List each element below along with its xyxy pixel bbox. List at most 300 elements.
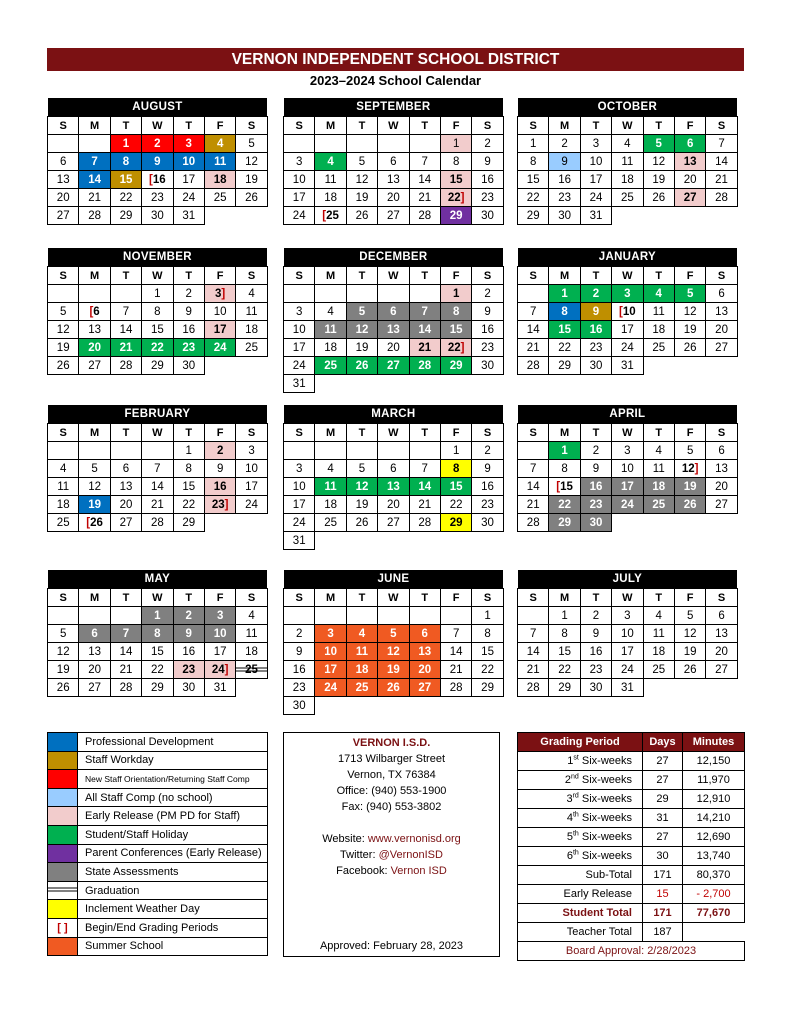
legend-row bbox=[48, 770, 268, 789]
month-name: NOVEMBER bbox=[48, 248, 268, 267]
day-cell: 7 bbox=[142, 460, 173, 478]
day-cell: 12 bbox=[79, 478, 110, 496]
day-cell: 7 bbox=[518, 303, 549, 321]
day-cell: 5 bbox=[79, 460, 110, 478]
month-january bbox=[517, 248, 738, 375]
day-cell: 12 bbox=[643, 153, 674, 171]
day-cell: 16 bbox=[549, 171, 580, 189]
day-cell: 29 bbox=[440, 357, 471, 375]
grading-teacher-days: 187 bbox=[643, 923, 683, 942]
legend-swatch bbox=[48, 770, 78, 789]
day-cell: 9 bbox=[472, 303, 503, 321]
legend-row bbox=[48, 937, 268, 956]
month-name: JULY bbox=[518, 570, 738, 589]
day-cell: 10 bbox=[284, 171, 315, 189]
weekday-label: S bbox=[472, 117, 503, 135]
day-cell: 30 bbox=[472, 514, 503, 532]
day-cell: 23 bbox=[549, 189, 580, 207]
month-name: SEPTEMBER bbox=[284, 98, 504, 117]
weekday-label: S bbox=[236, 589, 267, 607]
day-cell: 27 bbox=[79, 679, 110, 697]
city-address: Vernon, TX 76384 bbox=[347, 769, 436, 781]
day-cell: 26 bbox=[48, 679, 79, 697]
weekday-label: S bbox=[284, 424, 315, 442]
day-cell: 14 bbox=[409, 171, 440, 189]
weekday-label: F bbox=[204, 424, 235, 442]
weekday-label: W bbox=[378, 424, 409, 442]
day-cell: 5 bbox=[378, 625, 409, 643]
legend-label: Graduation bbox=[78, 881, 268, 900]
day-cell: 29 bbox=[440, 514, 471, 532]
day-cell: 20 bbox=[378, 339, 409, 357]
day-cell: 5 bbox=[346, 153, 377, 171]
grading-early-days: 15 bbox=[643, 885, 683, 904]
day-cell: 29 bbox=[549, 514, 580, 532]
empty-cell bbox=[284, 607, 315, 625]
day-cell: 1 bbox=[549, 285, 580, 303]
day-cell: 25 bbox=[643, 496, 674, 514]
weekday-label: T bbox=[110, 267, 141, 285]
day-cell: 27 bbox=[409, 679, 440, 697]
day-cell: 17 bbox=[612, 478, 643, 496]
weekday-label: S bbox=[706, 117, 737, 135]
grading-table bbox=[517, 732, 745, 961]
day-cell: 29 bbox=[142, 357, 173, 375]
day-cell: 24 bbox=[612, 496, 643, 514]
weekday-label: M bbox=[315, 424, 346, 442]
day-cell: 16 bbox=[173, 321, 204, 339]
day-cell: 5 bbox=[643, 135, 674, 153]
day-cell: 17 bbox=[284, 339, 315, 357]
day-cell: 21 bbox=[518, 661, 549, 679]
day-cell: 28 bbox=[110, 679, 141, 697]
day-cell: 22 bbox=[173, 496, 204, 514]
month-december bbox=[283, 248, 504, 393]
day-cell: 28 bbox=[110, 357, 141, 375]
day-cell: 8 bbox=[549, 303, 580, 321]
empty-cell bbox=[284, 442, 315, 460]
day-cell: 30 bbox=[580, 679, 611, 697]
day-cell: 17 bbox=[204, 643, 235, 661]
day-cell: 7 bbox=[79, 153, 110, 171]
empty-cell bbox=[79, 285, 110, 303]
day-cell: 29 bbox=[518, 207, 549, 225]
day-cell: 25 bbox=[48, 514, 79, 532]
grading-minutes: 12,150 bbox=[683, 752, 745, 771]
grading-period-label: 3rd Six-weeks bbox=[518, 790, 643, 809]
day-cell: 25 bbox=[236, 661, 267, 679]
month-february bbox=[47, 405, 268, 532]
weekday-label: T bbox=[580, 589, 611, 607]
weekday-label: F bbox=[440, 424, 471, 442]
day-cell: 6 bbox=[706, 285, 737, 303]
weekday-label: S bbox=[284, 117, 315, 135]
legend-swatch bbox=[48, 900, 78, 919]
grading-days: 27 bbox=[643, 828, 683, 847]
day-cell: 29 bbox=[110, 207, 141, 225]
legend-label: All Staff Comp (no school) bbox=[78, 788, 268, 807]
weekday-label: F bbox=[440, 267, 471, 285]
day-cell: 30 bbox=[472, 207, 503, 225]
weekday-label: S bbox=[472, 589, 503, 607]
day-cell: 8 bbox=[549, 460, 580, 478]
day-cell: 13 bbox=[110, 478, 141, 496]
website-link[interactable]: www.vernonisd.org bbox=[367, 833, 461, 845]
day-cell: 22 bbox=[472, 661, 503, 679]
day-cell: 2 bbox=[284, 625, 315, 643]
day-cell: 11 bbox=[315, 321, 346, 339]
day-cell: 6 bbox=[674, 135, 705, 153]
day-cell: 31 bbox=[284, 375, 315, 393]
day-cell: 20 bbox=[706, 478, 737, 496]
day-cell: 8 bbox=[142, 625, 173, 643]
day-cell: 1 bbox=[110, 135, 141, 153]
weekday-label: T bbox=[580, 117, 611, 135]
day-cell: 14 bbox=[518, 643, 549, 661]
weekday-label: T bbox=[173, 117, 204, 135]
legend-row bbox=[48, 733, 268, 752]
day-cell: 17 bbox=[173, 171, 204, 189]
office-phone: Office: (940) 553-1900 bbox=[336, 785, 447, 797]
day-cell: 19 bbox=[346, 189, 377, 207]
day-cell: 27 bbox=[48, 207, 79, 225]
month-name: OCTOBER bbox=[518, 98, 738, 117]
day-cell: 3 bbox=[315, 625, 346, 643]
day-cell: 8 bbox=[549, 625, 580, 643]
day-cell: 10 bbox=[236, 460, 267, 478]
street-address: 1713 Wilbarger Street bbox=[338, 753, 445, 765]
day-cell: 19 bbox=[674, 478, 705, 496]
legend-row bbox=[48, 881, 268, 900]
grading-period-label: 4th Six-weeks bbox=[518, 809, 643, 828]
day-cell: 5 bbox=[674, 285, 705, 303]
day-cell: 15 bbox=[549, 321, 580, 339]
legend-label: New Staff Orientation/Returning Staff Comp bbox=[78, 770, 268, 789]
day-cell: 31 bbox=[173, 207, 204, 225]
weekday-label: F bbox=[204, 117, 235, 135]
day-cell: 14 bbox=[409, 321, 440, 339]
day-cell: 4 bbox=[346, 625, 377, 643]
month-name: FEBRUARY bbox=[48, 405, 268, 424]
empty-cell bbox=[110, 442, 141, 460]
day-cell: 30 bbox=[472, 357, 503, 375]
day-cell: 26 bbox=[378, 679, 409, 697]
day-cell: 2 bbox=[580, 607, 611, 625]
day-cell: 14 bbox=[110, 643, 141, 661]
day-cell: 27 bbox=[378, 207, 409, 225]
month-september bbox=[283, 98, 504, 225]
empty-cell bbox=[79, 442, 110, 460]
weekday-label: S bbox=[48, 117, 79, 135]
day-cell: 12 bbox=[346, 321, 377, 339]
day-cell: 1 bbox=[440, 442, 471, 460]
weekday-label: T bbox=[643, 589, 674, 607]
legend-swatch bbox=[48, 733, 78, 752]
day-cell: 28 bbox=[518, 357, 549, 375]
day-cell: 12 bbox=[378, 643, 409, 661]
empty-cell bbox=[315, 285, 346, 303]
month-october bbox=[517, 98, 738, 225]
day-cell: 28 bbox=[409, 207, 440, 225]
day-cell: 21 bbox=[706, 171, 737, 189]
day-cell: 20 bbox=[79, 661, 110, 679]
weekday-label: W bbox=[142, 117, 173, 135]
day-cell: 1 bbox=[142, 607, 173, 625]
day-cell: 4 bbox=[643, 442, 674, 460]
day-cell: 11 bbox=[315, 478, 346, 496]
day-cell: 24 bbox=[315, 679, 346, 697]
day-cell: 27 bbox=[706, 339, 737, 357]
weekday-label: S bbox=[472, 424, 503, 442]
twitter-link[interactable]: @VernonISD bbox=[378, 849, 443, 861]
day-cell: 2 bbox=[472, 135, 503, 153]
day-cell: 14 bbox=[409, 478, 440, 496]
day-cell: 1 bbox=[518, 135, 549, 153]
day-cell: 23 bbox=[284, 679, 315, 697]
day-cell: 7 bbox=[409, 303, 440, 321]
day-cell: 10 bbox=[284, 321, 315, 339]
day-cell: 4 bbox=[315, 460, 346, 478]
day-cell: 24 bbox=[612, 661, 643, 679]
day-cell: 14 bbox=[110, 321, 141, 339]
day-cell: 18 bbox=[204, 171, 235, 189]
day-cell: 9 bbox=[472, 460, 503, 478]
day-cell: 25 bbox=[315, 514, 346, 532]
day-cell: 22 bbox=[440, 496, 471, 514]
weekday-label: T bbox=[110, 424, 141, 442]
day-cell: 23 bbox=[472, 189, 503, 207]
legend-swatch bbox=[48, 788, 78, 807]
day-cell: 1 bbox=[549, 442, 580, 460]
weekday-label: T bbox=[346, 117, 377, 135]
day-cell: 13 bbox=[706, 303, 737, 321]
day-cell: 24 bbox=[284, 207, 315, 225]
empty-cell bbox=[518, 442, 549, 460]
day-cell: 15 bbox=[142, 643, 173, 661]
grading-period-label: 5th Six-weeks bbox=[518, 828, 643, 847]
empty-cell bbox=[315, 442, 346, 460]
day-cell: 7 bbox=[440, 625, 471, 643]
day-cell: 4 bbox=[643, 285, 674, 303]
day-cell: 18 bbox=[612, 171, 643, 189]
day-cell: 20 bbox=[706, 643, 737, 661]
legend bbox=[47, 732, 268, 956]
day-cell: 12 bbox=[674, 303, 705, 321]
day-cell: 13 bbox=[706, 460, 737, 478]
day-cell: 21 bbox=[110, 661, 141, 679]
grading-total-days: 171 bbox=[643, 904, 683, 923]
day-cell: 14 bbox=[142, 478, 173, 496]
legend-row bbox=[48, 825, 268, 844]
day-cell: 28 bbox=[79, 207, 110, 225]
day-cell: 24 bbox=[204, 339, 235, 357]
day-cell: 26 bbox=[643, 189, 674, 207]
empty-cell bbox=[518, 607, 549, 625]
day-cell: 19 bbox=[236, 171, 267, 189]
day-cell: 15 bbox=[549, 643, 580, 661]
legend-swatch bbox=[48, 918, 78, 937]
legend-label: Staff Workday bbox=[78, 751, 268, 770]
day-cell: 17 bbox=[612, 321, 643, 339]
grading-early-label: Early Release bbox=[518, 885, 643, 904]
day-cell: 26 bbox=[346, 207, 377, 225]
day-cell: 20 bbox=[674, 171, 705, 189]
weekday-label: M bbox=[79, 267, 110, 285]
day-cell: 10 bbox=[173, 153, 204, 171]
day-cell: 25 bbox=[315, 357, 346, 375]
day-cell: 15 bbox=[142, 321, 173, 339]
day-cell: 6 bbox=[110, 460, 141, 478]
empty-cell bbox=[346, 442, 377, 460]
day-cell: 21 bbox=[409, 339, 440, 357]
day-cell: 23 bbox=[142, 189, 173, 207]
month-name: DECEMBER bbox=[284, 248, 504, 267]
legend-label: Early Release (PM PD for Staff) bbox=[78, 807, 268, 826]
empty-cell bbox=[315, 607, 346, 625]
month-name: MAY bbox=[48, 570, 268, 589]
day-cell: 8 bbox=[440, 303, 471, 321]
weekday-label: S bbox=[48, 267, 79, 285]
weekday-label: M bbox=[315, 117, 346, 135]
grading-days: 31 bbox=[643, 809, 683, 828]
grading-days: 27 bbox=[643, 752, 683, 771]
day-cell: 31 bbox=[284, 532, 315, 550]
legend-label: State Assessments bbox=[78, 863, 268, 882]
day-cell: 30 bbox=[549, 207, 580, 225]
day-cell: 2 bbox=[472, 442, 503, 460]
fax-number: Fax: (940) 553-3802 bbox=[341, 801, 442, 813]
weekday-label: T bbox=[110, 117, 141, 135]
day-cell: 13 bbox=[674, 153, 705, 171]
day-cell: 24 bbox=[284, 357, 315, 375]
district-name: VERNON I.S.D. bbox=[352, 737, 431, 749]
weekday-label: F bbox=[204, 589, 235, 607]
legend-swatch bbox=[48, 844, 78, 863]
legend-label: Inclement Weather Day bbox=[78, 900, 268, 919]
empty-cell bbox=[346, 285, 377, 303]
day-cell: 24 bbox=[580, 189, 611, 207]
weekday-label: T bbox=[409, 117, 440, 135]
bracket-symbol: [ ] bbox=[57, 921, 68, 934]
legend-label: Professional Development bbox=[78, 733, 268, 752]
weekday-label: T bbox=[173, 267, 204, 285]
day-cell: 10 bbox=[284, 478, 315, 496]
day-cell: 1 bbox=[173, 442, 204, 460]
weekday-label: W bbox=[612, 117, 643, 135]
day-cell: 8 bbox=[110, 153, 141, 171]
weekday-label: F bbox=[440, 589, 471, 607]
empty-cell bbox=[518, 285, 549, 303]
day-cell: 8 bbox=[440, 460, 471, 478]
day-cell: 27 bbox=[706, 661, 737, 679]
day-cell: 11 bbox=[48, 478, 79, 496]
empty-cell bbox=[440, 607, 471, 625]
day-cell: 17 bbox=[612, 643, 643, 661]
legend-row bbox=[48, 807, 268, 826]
day-cell: 3] bbox=[204, 285, 235, 303]
month-march bbox=[283, 405, 504, 550]
day-cell: 6 bbox=[409, 625, 440, 643]
weekday-label: M bbox=[549, 589, 580, 607]
month-november bbox=[47, 248, 268, 375]
day-cell: 19 bbox=[346, 339, 377, 357]
day-cell: 16 bbox=[472, 321, 503, 339]
weekday-label: F bbox=[674, 424, 705, 442]
weekday-label: M bbox=[549, 267, 580, 285]
day-cell: 6 bbox=[48, 153, 79, 171]
empty-cell bbox=[110, 285, 141, 303]
day-cell: 16 bbox=[580, 478, 611, 496]
weekday-label: W bbox=[142, 267, 173, 285]
day-cell: 12 bbox=[346, 478, 377, 496]
day-cell: 12] bbox=[674, 460, 705, 478]
weekday-label: S bbox=[706, 267, 737, 285]
day-cell: 17 bbox=[284, 189, 315, 207]
day-cell: 24 bbox=[284, 514, 315, 532]
day-cell: 8 bbox=[173, 460, 204, 478]
day-cell: 28 bbox=[409, 357, 440, 375]
day-cell: 3 bbox=[173, 135, 204, 153]
day-cell: 4 bbox=[48, 460, 79, 478]
day-cell: 7 bbox=[518, 460, 549, 478]
empty-cell bbox=[378, 285, 409, 303]
day-cell: 25 bbox=[204, 189, 235, 207]
weekday-label: S bbox=[706, 424, 737, 442]
day-cell: 3 bbox=[236, 442, 267, 460]
day-cell: 15 bbox=[472, 643, 503, 661]
day-cell: 21 bbox=[409, 496, 440, 514]
month-may bbox=[47, 570, 268, 697]
day-cell: 3 bbox=[612, 285, 643, 303]
weekday-label: W bbox=[612, 589, 643, 607]
day-cell: 4 bbox=[236, 285, 267, 303]
weekday-label: S bbox=[518, 424, 549, 442]
legend-label: Parent Conferences (Early Release) bbox=[78, 844, 268, 863]
grading-subtotal-days: 171 bbox=[643, 866, 683, 885]
day-cell: 3 bbox=[284, 303, 315, 321]
day-cell: 20 bbox=[378, 189, 409, 207]
day-cell: 16 bbox=[580, 643, 611, 661]
weekday-label: M bbox=[79, 589, 110, 607]
day-cell: 5 bbox=[48, 625, 79, 643]
day-cell: 31 bbox=[580, 207, 611, 225]
day-cell: 26 bbox=[674, 496, 705, 514]
day-cell: 9 bbox=[204, 460, 235, 478]
weekday-label: S bbox=[236, 424, 267, 442]
day-cell: 13 bbox=[79, 643, 110, 661]
day-cell: 9 bbox=[580, 303, 611, 321]
day-cell: 1 bbox=[549, 607, 580, 625]
day-cell: 4 bbox=[643, 607, 674, 625]
day-cell: 13 bbox=[48, 171, 79, 189]
day-cell: 19 bbox=[674, 321, 705, 339]
legend-swatch bbox=[48, 937, 78, 956]
day-cell: 27 bbox=[110, 514, 141, 532]
day-cell: 15 bbox=[173, 478, 204, 496]
weekday-label: M bbox=[79, 117, 110, 135]
weekday-label: S bbox=[236, 267, 267, 285]
month-name: JUNE bbox=[284, 570, 504, 589]
day-cell: 30 bbox=[173, 357, 204, 375]
empty-cell bbox=[409, 442, 440, 460]
day-cell: [10 bbox=[612, 303, 643, 321]
facebook-link[interactable]: Vernon ISD bbox=[390, 865, 447, 877]
day-cell: 12 bbox=[674, 625, 705, 643]
day-cell: 2 bbox=[142, 135, 173, 153]
day-cell: [15 bbox=[549, 478, 580, 496]
day-cell: 2 bbox=[580, 285, 611, 303]
day-cell: 5 bbox=[674, 442, 705, 460]
